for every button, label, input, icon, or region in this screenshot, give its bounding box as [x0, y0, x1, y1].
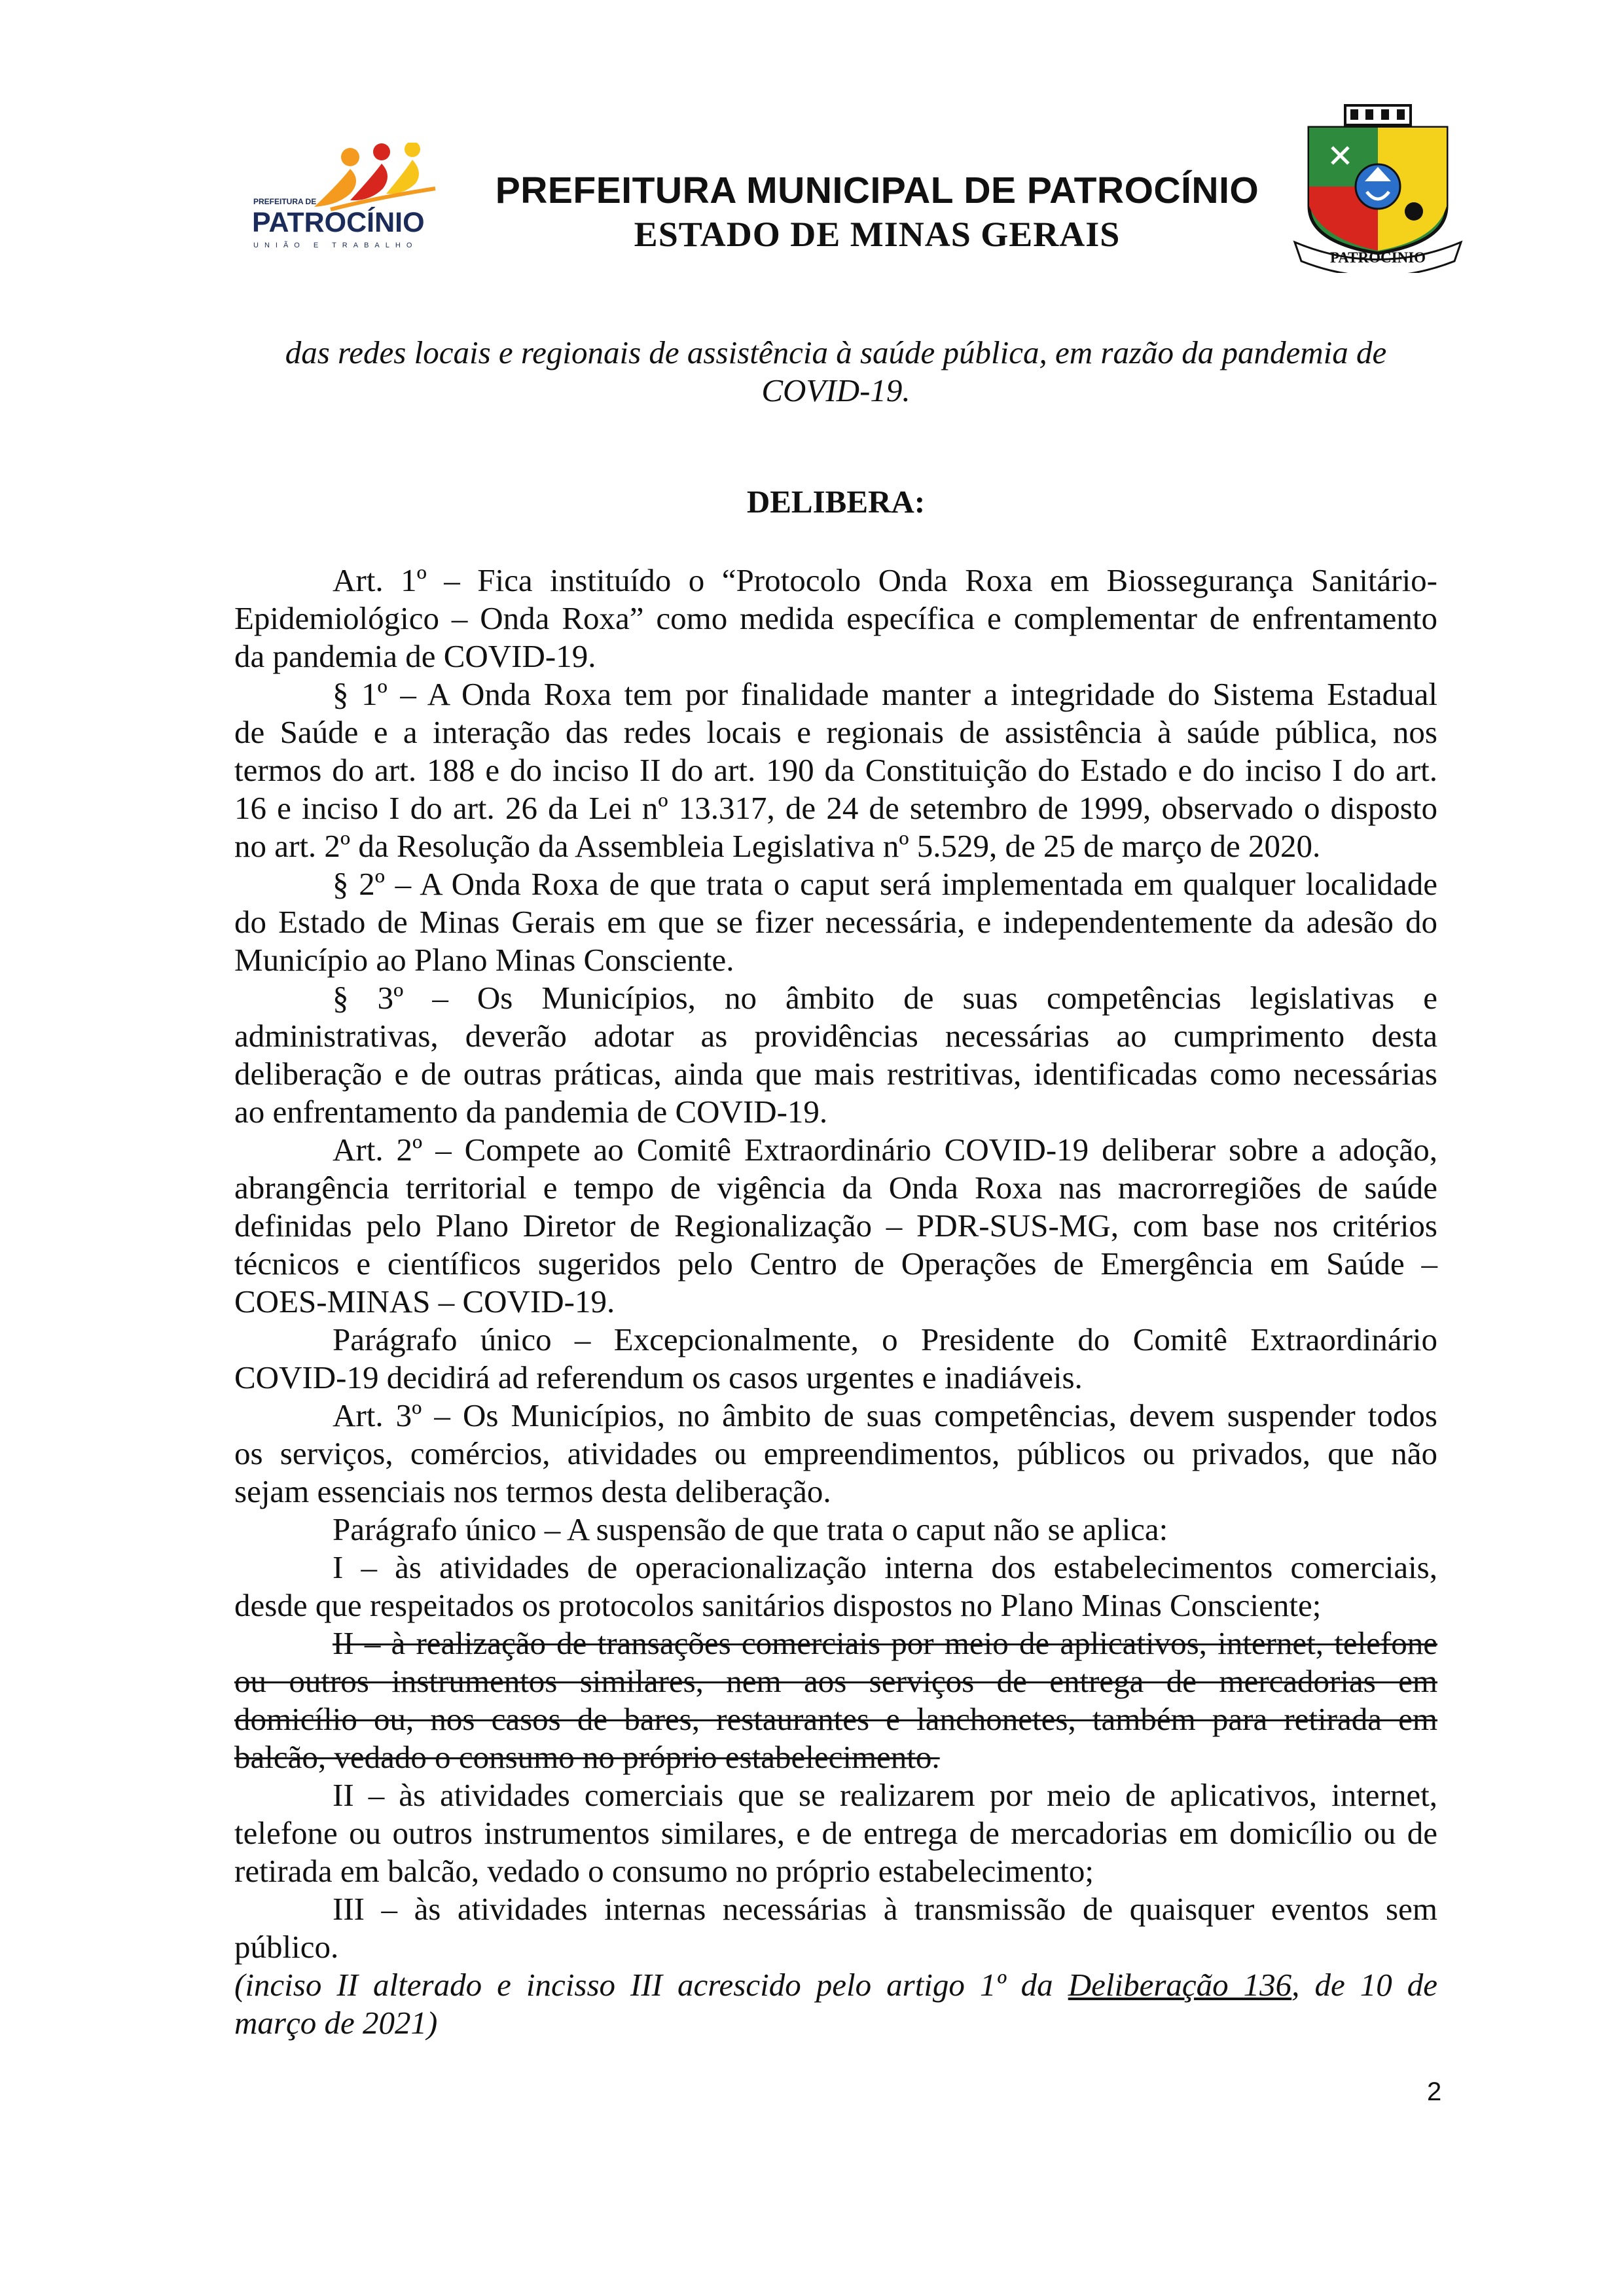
deliberacao-136-link[interactable]: Deliberação 136 — [1068, 1967, 1292, 2003]
inciso-ii-revoked-line-1: II – à realização de transações comerciais por meio de aplicativos, internet, telefone — [333, 1625, 1437, 1661]
amendment-note-line-1: (inciso II alterado e incisso III acrescido pelo artigo 1º da Deliberação 136, de 10 de — [234, 1967, 1438, 2003]
intro-line-1: das redes locais e regionais de assistência à saúde pública, em razão da pandemia de — [285, 334, 1387, 370]
intro-line-2: COVID-19. — [761, 372, 911, 408]
svg-text:PATROCÍNIO: PATROCÍNIO — [252, 207, 425, 238]
art-2-sole-par-line-2: COVID-19 decidirá ad referendum os casos urgentes e inadiáveis. — [234, 1359, 1083, 1395]
art-3-sole-par-line: Parágrafo único – A suspensão de que trata o caput não se aplica: — [333, 1511, 1168, 1547]
art-2-line-3: definidas pelo Plano Diretor de Regionalização – PDR-SUS-MG, com base nos critérios — [234, 1208, 1437, 1244]
svg-text:PREFEITURA DE: PREFEITURA DE — [253, 197, 317, 206]
art-1-par-1-line-5: no art. 2º da Resolução da Assembleia Legislativa nº 5.529, de 25 de março de 2020. — [234, 828, 1321, 864]
art-1-par-2-line-1: § 2º – A Onda Roxa de que trata o caput será implementada em qualquer localidade — [333, 866, 1437, 902]
art-2-line-1: Art. 2º – Compete ao Comitê Extraordinário COVID-19 deliberar sobre a adoção, — [333, 1132, 1437, 1168]
inciso-ii-line-3: retirada em balcão, vedado o consumo no próprio estabelecimento; — [234, 1853, 1094, 1889]
inciso-i-line-1: I – às atividades de operacionalização interna dos estabelecimentos comerciais, — [333, 1549, 1437, 1585]
inciso-ii-revoked-line-4: balcão, vedado o consumo no próprio estabelecimento. — [234, 1739, 940, 1775]
art-2-line-5: COES-MINAS – COVID-19. — [234, 1283, 615, 1319]
art-1-line-2: Epidemiológico – Onda Roxa” como medida específica e complementar de enfrentamento — [234, 600, 1437, 636]
amendment-note-line-2: março de 2021) — [234, 2005, 438, 2041]
inciso-ii-line-1: II – às atividades comerciais que se realizarem por meio de aplicativos, internet, — [333, 1777, 1437, 1813]
art-1-par-3-line-2: administrativas, deverão adotar as providências necessárias ao cumprimento desta — [234, 1018, 1437, 1054]
art-1-line-3: da pandemia de COVID-19. — [234, 638, 596, 674]
inciso-ii-revoked-line-3: domicílio ou, nos casos de bares, restaurantes e lanchonetes, também para retirada em — [234, 1701, 1437, 1737]
art-2-line-4: técnicos e científicos sugeridos pelo Centro de Operações de Emergência em Saúde – — [234, 1246, 1437, 1282]
art-1-par-3-line-3: deliberação e de outras práticas, ainda que mais restritivas, identificadas como necessárias — [234, 1056, 1437, 1092]
art-1-par-1-line-2: de Saúde e a interação das redes locais e regionais de assistência à saúde pública, nos — [234, 714, 1437, 750]
art-1-par-2-line-2: do Estado de Minas Gerais em que se fizer necessária, e independentemente da adesão do — [234, 904, 1437, 940]
coat-of-arms-icon — [1283, 101, 1473, 273]
art-2-sole-par-line-1: Parágrafo único – Excepcionalmente, o Presidente do Comitê Extraordinário — [333, 1321, 1437, 1357]
inciso-ii-revoked-line-2: ou outros instrumentos similares, nem aos serviços de entrega de mercadorias em — [234, 1663, 1437, 1699]
art-1-par-2-line-3: Município ao Plano Minas Consciente. — [234, 942, 734, 978]
inciso-iii-line-2: público. — [234, 1929, 339, 1965]
delibera-heading: DELIBERA: — [746, 484, 926, 520]
art-1-par-1-line-1: § 1º – A Onda Roxa tem por finalidade manter a integridade do Sistema Estadual — [333, 676, 1437, 712]
art-1-par-3-line-1: § 3º – Os Municípios, no âmbito de suas competências legislativas e — [333, 980, 1437, 1016]
art-3-line-1: Art. 3º – Os Municípios, no âmbito de suas competências, devem suspender todos — [333, 1397, 1437, 1433]
header-title: PREFEITURA MUNICIPAL DE PATROCÍNIO — [495, 170, 1259, 211]
people-figures-logo-icon — [314, 143, 435, 209]
art-1-par-1-line-3: termos do art. 188 e do inciso II do art. 190 da Constituição do Estado e do inciso I do art. — [234, 752, 1437, 788]
svg-text:PATROCÍNIO: PATROCÍNIO — [1329, 249, 1426, 266]
art-1-line-1: Art. 1º – Fica instituído o “Protocolo Onda Roxa em Biossegurança Sanitário- — [333, 562, 1437, 598]
svg-text:UNIÃO E TRABALHO: UNIÃO E TRABALHO — [253, 242, 418, 249]
art-3-line-2: os serviços, comércios, atividades ou empreendimentos, públicos ou privados, que não — [234, 1435, 1437, 1471]
art-1-par-3-line-4: ao enfrentamento da pandemia de COVID-19. — [234, 1094, 828, 1130]
art-1-par-1-line-4: 16 e inciso I do art. 26 da Lei nº 13.317, de 24 de setembro de 1999, observado o disposto — [234, 790, 1437, 826]
patrocinio-prefeitura-logo — [252, 143, 442, 254]
page-number: 2 — [1427, 2077, 1442, 2106]
inciso-i-line-2: desde que respeitados os protocolos sanitários dispostos no Plano Minas Consciente; — [234, 1587, 1322, 1623]
header-subtitle: ESTADO DE MINAS GERAIS — [634, 215, 1121, 254]
inciso-iii-line-1: III – às atividades internas necessárias à transmissão de quaisquer eventos sem — [333, 1891, 1437, 1927]
art-2-line-2: abrangência territorial e tempo de vigência da Onda Roxa nas macrorregiões de saúde — [234, 1170, 1437, 1206]
inciso-ii-line-2: telefone ou outros instrumentos similares, e de entrega de mercadorias em domicílio ou de — [234, 1815, 1437, 1851]
art-3-line-3: sejam essenciais nos termos desta deliberação. — [234, 1473, 831, 1509]
